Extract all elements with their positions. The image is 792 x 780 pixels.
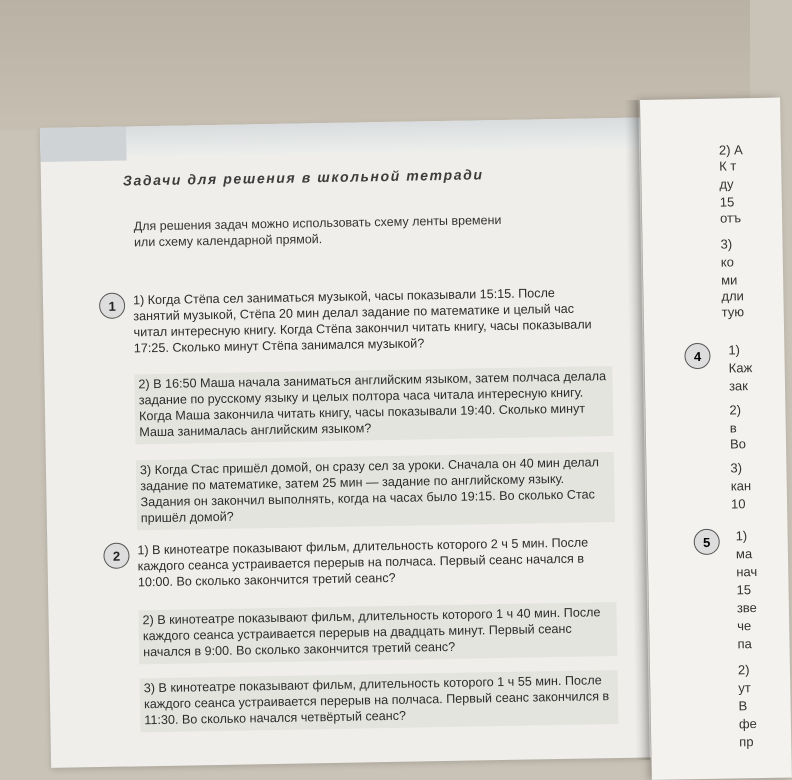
- task-1-part-3: 3) Когда Стас пришёл домой, он сразу сел за уроки. Сначала он 40 мин делал задание по математике, затем 25 мин — задание по английскому языку. Задания он закончил выполнять, когда на часах было 19:15. Во сколько Стас пришёл домой?: [136, 452, 615, 530]
- right-line: К т: [719, 158, 737, 174]
- page-corner-tab: [40, 126, 127, 161]
- right-line: 3): [730, 460, 743, 476]
- task-2-part-1: 1) В кинотеатре показывают фильм, длительность которого 2 ч 5 мин. После каждого сеанса устраивается перерыв на полчаса. Первый сеанс начался в 10:00. Во сколько закончится третий сеанс?: [137, 535, 589, 590]
- left-page: [40, 118, 651, 768]
- task-number-4: 4: [684, 343, 710, 369]
- right-line: 10: [730, 496, 746, 512]
- right-line: ма: [735, 546, 753, 562]
- task-2-part-3: 3) В кинотеатре показывают фильм, длительность которого 1 ч 55 мин. После каждого сеанса устраивается перерыв на полчаса. Первый сеанс закончился в 11:30. Во сколько начался четвёртый сеанс?: [140, 670, 619, 732]
- task-1-part-2: 2) В 16:50 Маша начала заниматься английским языком, затем полчаса делала задание по русскому языку и целых полтора часа читала интересную книгу. Когда Маша закончила читать книгу, часы показывали 19:40. Сколько минут Маша занималась английским языком?: [134, 366, 613, 444]
- right-line: 1): [735, 528, 748, 544]
- right-line: нач: [736, 564, 758, 580]
- right-line: в: [729, 420, 737, 436]
- right-line: кан: [730, 478, 752, 494]
- right-line: зве: [736, 600, 757, 616]
- task-2-part-2: 2) В кинотеатре показывают фильм, длительность которого 1 ч 40 мин. После каждого сеанса устраивается перерыв на двадцать минут. Первый сеанс начался в 9:00. Во сколько закончится третий сеанс?: [138, 602, 617, 664]
- right-line: отъ: [719, 210, 742, 226]
- task-1-part-1: 1) Когда Стёпа сел заниматься музыкой, часы показывали 15:15. После занятий музыкой, Стёпа 20 мин делал задание по математике и целый час читал интересную книгу. Когда Стёпа закончил читать книгу, часы показывали 17:25. Сколько минут Стёпа занимался музыкой?: [132, 286, 592, 356]
- right-line: 15: [736, 582, 752, 598]
- right-line: Во: [729, 436, 747, 452]
- section-heading: Задачи для решения в школьной тетради: [122, 166, 484, 189]
- task-number-5: 5: [693, 529, 719, 555]
- right-line: 2): [737, 662, 750, 678]
- right-line: фе: [738, 716, 757, 732]
- right-line: 2) А: [718, 142, 743, 158]
- right-line: зак: [728, 378, 749, 394]
- right-line: 15: [719, 194, 735, 210]
- right-line: тую: [721, 304, 745, 320]
- right-line: па: [737, 636, 752, 652]
- task-number-1: 1: [99, 293, 125, 319]
- right-line: ут: [738, 680, 751, 696]
- right-line: ду: [719, 176, 734, 192]
- right-line: дли: [721, 288, 744, 304]
- intro-text: Для решения задач можно использовать схему ленты времени или схему календарной прямой.: [133, 212, 502, 250]
- right-line: В: [738, 698, 748, 714]
- right-line: 1): [728, 342, 741, 358]
- right-line: ко: [720, 254, 735, 270]
- right-line: пр: [739, 734, 754, 750]
- right-page: [640, 98, 792, 780]
- task-number-2: 2: [103, 543, 129, 569]
- right-line: Каж: [728, 360, 753, 376]
- right-line: че: [737, 618, 752, 634]
- right-line: 2): [729, 402, 742, 418]
- right-line: 3): [720, 236, 733, 252]
- right-line: ми: [721, 272, 738, 288]
